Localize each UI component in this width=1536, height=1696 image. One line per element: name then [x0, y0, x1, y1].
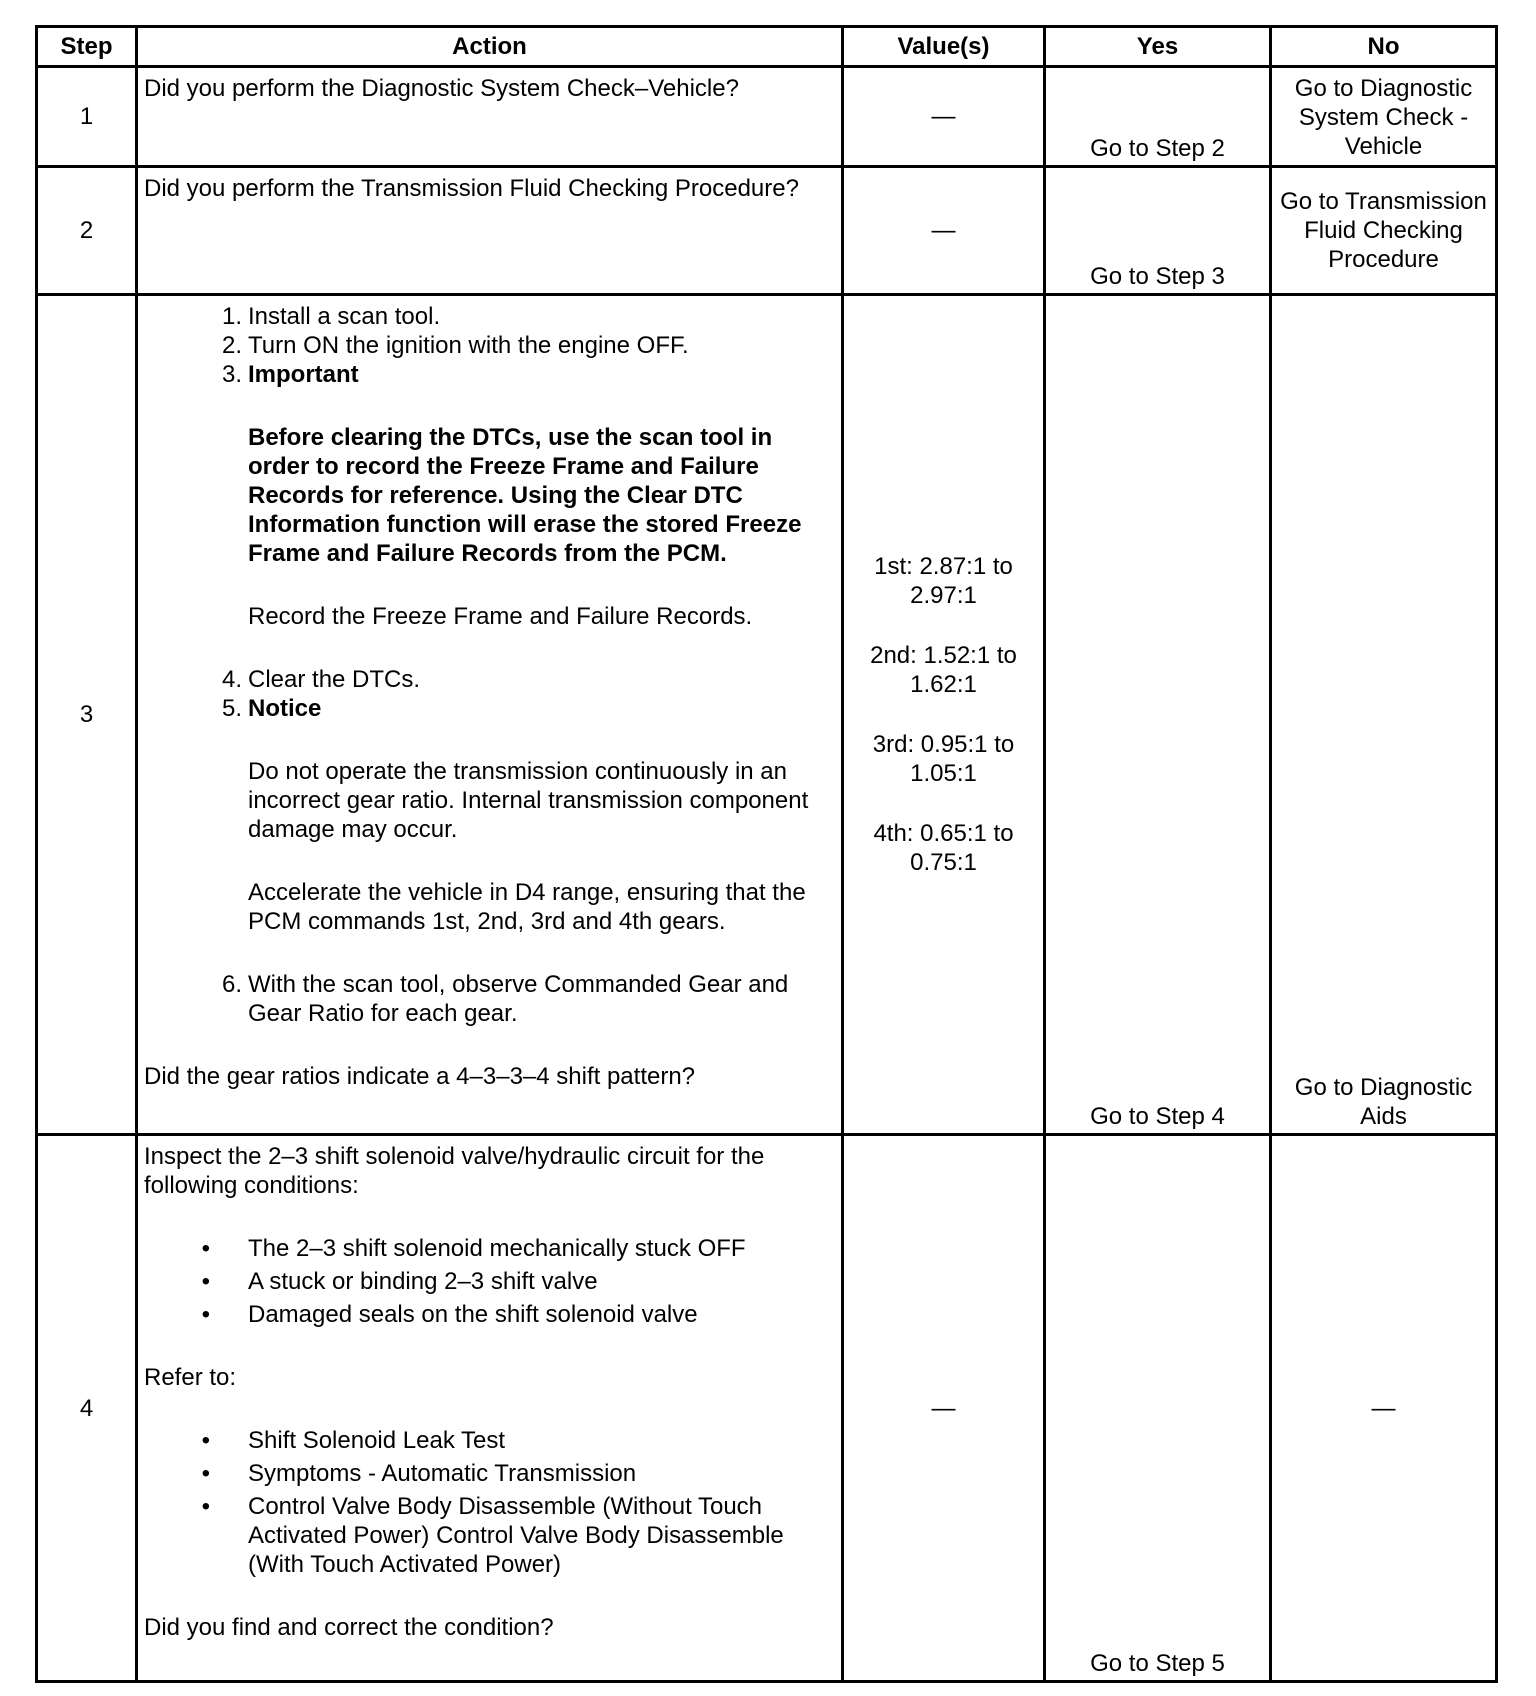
action-text: Did you perform the Transmission Fluid Checking Procedure? — [137, 167, 843, 295]
intro-text: Inspect the 2–3 shift solenoid valve/hydraulic circuit for the following conditions: — [144, 1143, 765, 1199]
list-item: • Control Valve Body Disassemble (Without Touch Activated Power) Control Valve Body Disassemble (With Touch Activated Power) — [201, 1493, 784, 1578]
gear-ratio-2nd: 2nd: 1.52:1 to 1.62:1 — [870, 642, 1017, 698]
no-cell: Go to Diagnostic Aids — [1271, 295, 1497, 1135]
step-list — [144, 665, 835, 723]
table-row — [37, 1135, 1497, 1682]
list-item: 1. Install a scan tool. — [221, 303, 441, 330]
important-text: Before clearing the DTCs, use the scan tool in order to record the Freeze Frame and Failure Records for reference. Using the Clear DTC Information function will erase the stored Freeze Frame and Failure Records from the PCM. — [248, 424, 802, 567]
step-number: 1 — [37, 67, 137, 167]
table-row — [37, 295, 1497, 1135]
step-list — [144, 970, 835, 1028]
table-row — [37, 67, 1497, 167]
gear-ratio-3rd: 3rd: 0.95:1 to 1.05:1 — [872, 731, 1015, 787]
header-values: Value(s) — [843, 27, 1045, 67]
header-no: No — [1271, 27, 1497, 67]
list-item: 3. Important — [221, 361, 359, 388]
notice-text: Do not operate the transmission continuously in an incorrect gear ratio. Internal transmission component damage may occur. — [248, 758, 809, 843]
action-cell — [137, 1135, 843, 1682]
no-cell: — — [1271, 1135, 1497, 1682]
condition-list — [144, 1234, 835, 1329]
no-cell: Go to Diagnostic System Check - Vehicle — [1271, 67, 1497, 167]
yes-cell: Go to Step 3 — [1045, 167, 1271, 295]
header-yes: Yes — [1045, 27, 1271, 67]
table-row — [37, 167, 1497, 295]
list-item: • The 2–3 shift solenoid mechanically stuck OFF — [201, 1235, 746, 1262]
header-step: Step — [37, 27, 137, 67]
list-item: 5. Notice — [221, 695, 322, 722]
list-item: 4. Clear the DTCs. — [221, 666, 421, 693]
step-number: 3 — [37, 295, 137, 1135]
yes-cell: Go to Step 4 — [1045, 295, 1271, 1135]
step-number: 2 — [37, 167, 137, 295]
list-item: • A stuck or binding 2–3 shift valve — [201, 1268, 598, 1295]
list-item: 6. With the scan tool, observe Commanded Gear and Gear Ratio for each gear. — [221, 971, 789, 1027]
gear-ratio-4th: 4th: 0.65:1 to 0.75:1 — [873, 820, 1014, 876]
value-cell: — — [843, 1135, 1045, 1682]
diagnostic-table — [35, 25, 1498, 1683]
value-cell: — — [843, 67, 1045, 167]
reference-list — [144, 1426, 835, 1579]
header-row — [37, 27, 1497, 67]
gear-ratio-1st: 1st: 2.87:1 to 2.97:1 — [874, 553, 1013, 609]
accelerate-text: Accelerate the vehicle in D4 range, ensuring that the PCM commands 1st, 2nd, 3rd and 4th gears. — [248, 879, 806, 935]
question-text: Did the gear ratios indicate a 4–3–3–4 shift pattern? — [144, 1063, 696, 1090]
value-cell — [843, 295, 1045, 1135]
step-number: 4 — [37, 1135, 137, 1682]
list-item: • Damaged seals on the shift solenoid valve — [201, 1301, 698, 1328]
list-item: • Shift Solenoid Leak Test — [201, 1427, 506, 1454]
value-cell: — — [843, 167, 1045, 295]
action-text: Did you perform the Diagnostic System Check–Vehicle? — [137, 67, 843, 167]
header-action: Action — [137, 27, 843, 67]
yes-cell: Go to Step 2 — [1045, 67, 1271, 167]
gear-ratio-values — [844, 552, 1043, 877]
list-item: 2. Turn ON the ignition with the engine OFF. — [221, 332, 689, 359]
action-cell — [137, 295, 843, 1135]
question-text: Did you find and correct the condition? — [144, 1614, 554, 1641]
yes-cell: Go to Step 5 — [1045, 1135, 1271, 1682]
list-item: • Symptoms - Automatic Transmission — [201, 1460, 637, 1487]
step-list — [144, 302, 835, 389]
refer-label: Refer to: — [144, 1364, 237, 1391]
no-cell: Go to Transmission Fluid Checking Procedure — [1271, 167, 1497, 295]
record-text: Record the Freeze Frame and Failure Records. — [248, 603, 753, 630]
